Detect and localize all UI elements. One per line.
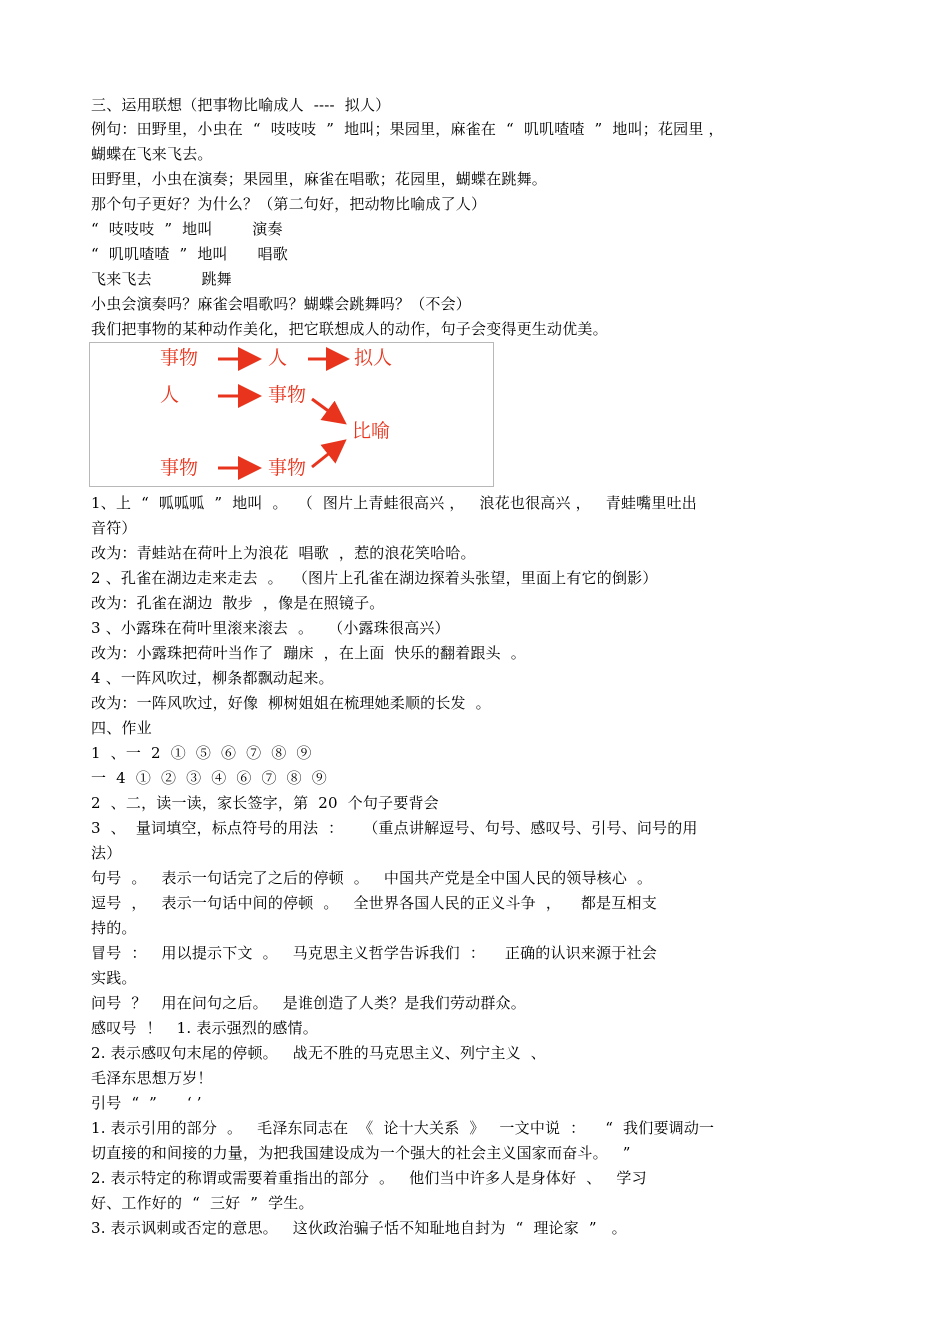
- text-line: 4 、一阵风吹过，柳条都飘动起来。: [91, 669, 334, 687]
- text-line: 法）: [91, 844, 122, 862]
- diagram-row2-person: 人: [160, 384, 180, 406]
- text-line: 改为：孔雀在湖边 散步 ，像是在照镜子。: [91, 594, 385, 612]
- text-line: 2 、二，读一读，家长签字，第 20 个句子要背会: [91, 794, 439, 812]
- arrow-icon: [312, 443, 342, 467]
- text-line: 3 、小露珠在荷叶里滚来滚去 。 （小露珠很高兴）: [91, 619, 450, 637]
- text-line: 持的。: [91, 919, 137, 937]
- text-line: 感叹号 ！ 1. 表示强烈的感情。: [91, 1019, 318, 1037]
- text-line: “ 叽叽喳喳 ” 地叫 唱歌: [91, 245, 288, 263]
- text-line: 冒号 ： 用以提示下文 。 马克思主义哲学告诉我们 ： 正确的认识来源于社会: [91, 944, 657, 962]
- text-line: 小虫会演奏吗？麻雀会唱歌吗？蝴蝶会跳舞吗？（不会）: [91, 295, 472, 313]
- text-line: 好、工作好的 “ 三好 ” 学生。: [91, 1194, 314, 1212]
- text-line: 那个句子更好？为什么？（第二句好，把动物比喻成了人）: [91, 195, 487, 213]
- text-line: 例句：田野里，小虫在 “ 吱吱吱 ” 地叫；果园里，麻雀在 “ 叽叽喳喳 ” 地叫；花园里 ，: [91, 120, 724, 138]
- text-line: 句号 。 表示一句话完了之后的停顿 。 中国共产党是全中国人民的领导核心 。: [91, 869, 653, 887]
- diagram-row3-thing-a: 事物: [160, 457, 199, 479]
- diagram-row3-thing-b: 事物: [268, 457, 307, 479]
- text-line: 我们把事物的某种动作美化，把它联想成人的动作，句子会变得更生动优美。: [91, 320, 608, 338]
- text-line: 蝴蝶在飞来飞去。: [91, 145, 213, 163]
- text-line: 切直接的和间接的力量，为把我国建设成为一个强大的社会主义国家而奋斗。 ”: [91, 1144, 631, 1162]
- metaphor-diagram: [89, 342, 494, 487]
- text-line: 音符）: [91, 519, 137, 537]
- text-line: 3 、 量词填空，标点符号的用法 ： （重点讲解逗号、句号、感叹号、引号、问号的用: [91, 819, 698, 837]
- text-line: 2. 表示感叹句末尾的停顿。 战无不胜的马克思主义、列宁主义 、: [91, 1044, 546, 1062]
- text-line: 改为：一阵风吹过，好像 柳树姐姐在梳理她柔顺的长发 。: [91, 694, 491, 712]
- text-line: 田野里，小虫在演奏；果园里，麻雀在唱歌；花园里，蝴蝶在跳舞。: [91, 170, 548, 188]
- text-line: 1 、一 2 ① ⑤ ⑥ ⑦ ⑧ ⑨: [91, 744, 312, 762]
- text-line: 四、作业: [91, 719, 152, 737]
- text-line: “ 吱吱吱 ” 地叫 演奏: [91, 220, 283, 238]
- text-line: 实践。: [91, 969, 137, 987]
- text-line: 1. 表示引用的部分 。 毛泽东同志在 《 论十大关系 》 一文中说 ： “ 我们要调动一: [91, 1119, 715, 1137]
- text-line: 问号 ？ 用在问句之后。 是谁创造了人类？是我们劳动群众。: [91, 994, 526, 1012]
- diagram-row2-thing: 事物: [268, 384, 307, 406]
- diagram-row1-personification: 拟人: [354, 347, 393, 369]
- text-line: 1、上 “ 呱呱呱 ” 地叫 。 （ 图片上青蛙很高兴 ， 浪花也很高兴 ， 青蛙嘴里吐出: [91, 494, 697, 512]
- diagram-row1-person: 人: [268, 347, 288, 369]
- text-line: 毛泽东思想万岁！: [91, 1069, 213, 1087]
- text-line: 3. 表示讽刺或否定的意思。 这伙政治骗子恬不知耻地自封为 “ 理论家 ” 。: [91, 1219, 627, 1237]
- text-line: 一 4 ① ② ③ ④ ⑥ ⑦ ⑧ ⑨: [91, 769, 327, 787]
- text-line: 飞来飞去 跳舞: [91, 270, 232, 288]
- diagram-metaphor: 比喻: [352, 420, 391, 442]
- text-line: 逗号 ， 表示一句话中间的停顿 。 全世界各国人民的正义斗争 ， 都是互相支: [91, 894, 657, 912]
- text-line: 改为：小露珠把荷叶当作了 蹦床 ，在上面 快乐的翻着跟头 。: [91, 644, 526, 662]
- text-line: 三、运用联想（把事物比喻成人 ---- 拟人）: [91, 96, 391, 114]
- text-line: 引号 “ ” ‘ ’: [91, 1094, 202, 1112]
- text-line: 2 、孔雀在湖边走来走去 。 （图片上孔雀在湖边探着头张望，里面上有它的倒影）: [91, 569, 658, 587]
- text-line: 改为：青蛙站在荷叶上为浪花 唱歌 ，惹的浪花笑哈哈。: [91, 544, 476, 562]
- metaphor-diagram-svg: [90, 343, 493, 486]
- diagram-row1-thing: 事物: [160, 347, 199, 369]
- arrow-icon: [312, 399, 342, 421]
- text-line: 2. 表示特定的称谓或需要着重指出的部分 。 他们当中许多人是身体好 、 学习: [91, 1169, 647, 1187]
